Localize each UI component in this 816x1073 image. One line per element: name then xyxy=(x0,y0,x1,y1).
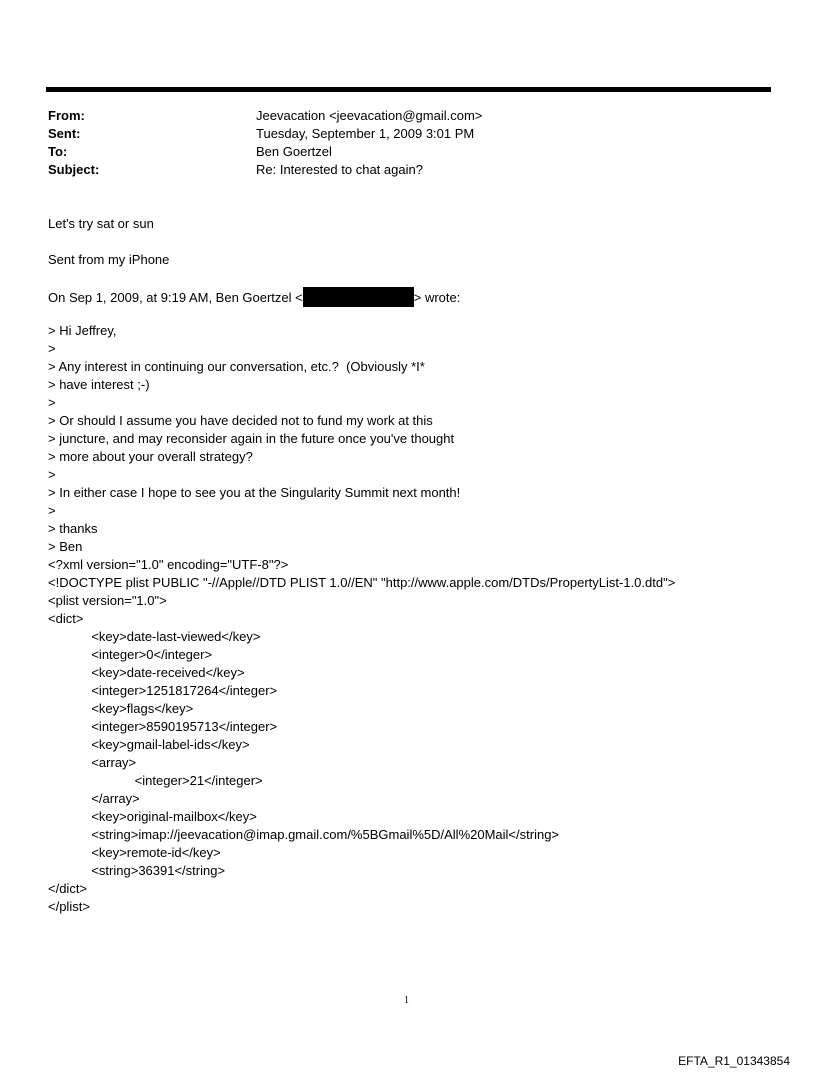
text-line: > juncture, and may reconsider again in the future once you've thought xyxy=(48,431,455,446)
text-line: > In either case I hope to see you at the Singularity Summit next month! xyxy=(48,485,461,500)
quote-intro xyxy=(48,287,460,307)
text-line: > thanks xyxy=(48,521,98,536)
signature-text: Sent from my iPhone xyxy=(48,252,170,267)
to-row xyxy=(48,143,482,161)
text-line: <?xml version="1.0" encoding="UTF-8"?> xyxy=(48,557,289,572)
text-line: > more about your overall strategy? xyxy=(48,449,253,464)
text-line: > xyxy=(48,395,56,410)
subject-label: Subject: xyxy=(48,162,100,177)
text-line: <string>imap://jeevacation@imap.gmail.com/%5BGmail%5D/All%20Mail</string> xyxy=(48,827,560,842)
to-value: Ben Goertzel xyxy=(256,144,332,159)
text-line: > Hi Jeffrey, xyxy=(48,323,117,338)
text-line: <integer>21</integer> xyxy=(48,773,263,788)
text-line: > xyxy=(48,467,56,482)
text-line: <integer>0</integer> xyxy=(48,647,213,662)
text-line: > Or should I assume you have decided not to fund my work at this xyxy=(48,413,433,428)
message-lines xyxy=(48,322,675,916)
text-line: <integer>1251817264</integer> xyxy=(48,683,278,698)
text-line: <plist version="1.0"> xyxy=(48,593,167,608)
text-line: <key>remote-id</key> xyxy=(48,845,221,860)
sent-label: Sent: xyxy=(48,126,81,141)
text-line: <array> xyxy=(48,755,137,770)
greeting-text: Let's try sat or sun xyxy=(48,216,154,231)
redaction-block xyxy=(303,287,414,307)
text-line: <key>original-mailbox</key> xyxy=(48,809,257,824)
page-number: 1 xyxy=(404,995,409,1006)
subject-row xyxy=(48,161,482,179)
text-line: > have interest ;-) xyxy=(48,377,150,392)
text-line: > Any interest in continuing our conversation, etc.? (Obviously *I* xyxy=(48,359,425,374)
text-line: <string>36391</string> xyxy=(48,863,226,878)
text-line: <!DOCTYPE plist PUBLIC "-//Apple//DTD PLIST 1.0//EN" "http://www.apple.com/DTDs/PropertyList-1.0.dtd"> xyxy=(48,575,676,590)
email-header xyxy=(48,107,482,179)
sent-row xyxy=(48,125,482,143)
from-value: Jeevacation <jeevacation@gmail.com> xyxy=(256,108,483,123)
to-label: To: xyxy=(48,144,68,159)
document-id: EFTA_R1_01343854 xyxy=(678,1054,790,1068)
text-line: </array> xyxy=(48,791,140,806)
subject-value: Re: Interested to chat again? xyxy=(256,162,423,177)
text-line: > xyxy=(48,503,56,518)
from-row xyxy=(48,107,482,125)
text-line: </dict> xyxy=(48,881,88,896)
text-line: <key>gmail-label-ids</key> xyxy=(48,737,250,752)
text-line: > Ben xyxy=(48,539,83,554)
text-line: <key>date-received</key> xyxy=(48,665,245,680)
top-rule xyxy=(46,87,771,92)
text-line: <dict> xyxy=(48,611,84,626)
from-label: From: xyxy=(48,108,85,123)
text-line: <key>date-last-viewed</key> xyxy=(48,629,261,644)
quote-intro-after: > wrote: xyxy=(413,290,461,305)
quote-intro-before: On Sep 1, 2009, at 9:19 AM, Ben Goertzel < xyxy=(48,290,303,305)
text-line: > xyxy=(48,341,56,356)
text-line: <integer>8590195713</integer> xyxy=(48,719,278,734)
sent-value: Tuesday, September 1, 2009 3:01 PM xyxy=(256,126,475,141)
text-line: <key>flags</key> xyxy=(48,701,194,716)
text-line: </plist> xyxy=(48,899,90,914)
